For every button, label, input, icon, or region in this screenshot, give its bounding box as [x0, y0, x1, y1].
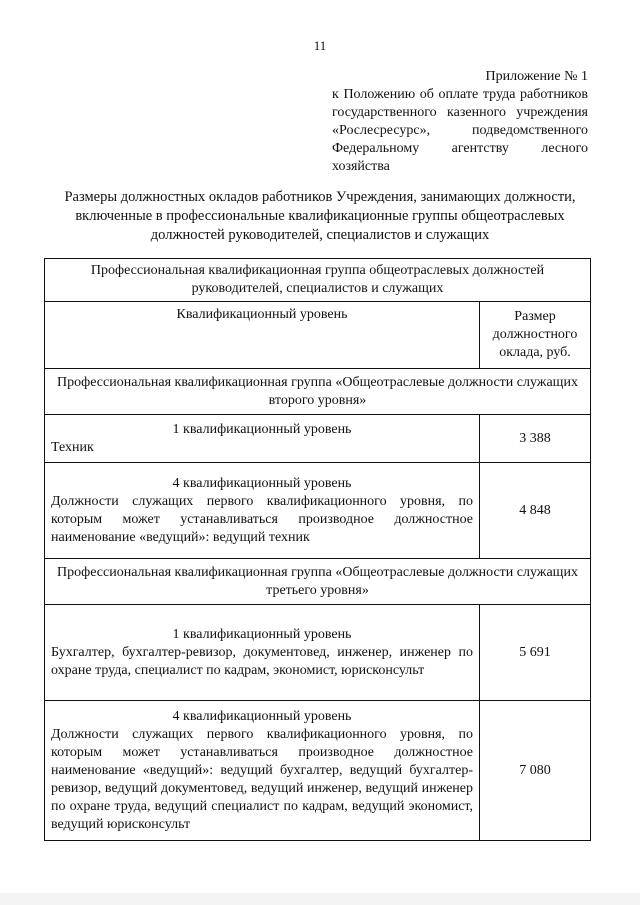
column-header-level: Квалификационный уровень [45, 302, 480, 369]
level-title: 1 квалификационный уровень [172, 421, 352, 437]
level-positions: Должности служащих первого квалификационного уровня, по которым может устанавливаться производное должностное наименование «ведущий»: ведущий бухгалтер, ведущий бухгалтер-ревизор, ведущий документовед, ведущий инженер, ведущий инженер по охране труда, ведущий специалист по кадрам, ведущий экономист, ведущий юрисконсульт [51, 726, 473, 832]
group-title: Профессиональная квалификационная группа «Общеотраслевые должности служащих второго уровня» [45, 369, 591, 415]
level-cell [45, 415, 480, 463]
column-header-row [45, 302, 591, 369]
document-title: Размеры должностных окладов работников Учреждения, занимающих должности, включенные в профессиональные квалификационные группы общеотраслевых должностей руководителей, специалистов и служащих [64, 189, 576, 243]
level-positions: Бухгалтер, бухгалтер-ревизор, документовед, инженер, инженер по охране труда, специалист по кадрам, экономист, юрисконсульт [51, 644, 473, 678]
group-title-row [45, 369, 591, 415]
level-positions: Должности служащих первого квалификационного уровня, по которым может устанавливаться производное должностное наименование «ведущий»: ведущий техник [51, 493, 473, 545]
table-row [45, 463, 591, 559]
table-row [45, 605, 591, 701]
salary-amount: 5 691 [480, 605, 591, 701]
salary-table [44, 258, 591, 841]
level-cell [45, 463, 480, 559]
appendix-title: Приложение № 1 [485, 69, 588, 84]
column-header-salary: Размер должностного оклада, руб. [480, 302, 591, 369]
group-title: Профессиональная квалификационная группа «Общеотраслевые должности служащих третьего уровня» [45, 559, 591, 605]
level-positions: Техник [51, 439, 94, 455]
salary-amount: 3 388 [480, 415, 591, 463]
appendix-header [332, 68, 588, 176]
level-title: 4 квалификационный уровень [172, 708, 352, 724]
table-row [45, 701, 591, 841]
main-group-title: Профессиональная квалификационная группа общеотраслевых должностей руководителей, специалистов и служащих [45, 259, 591, 302]
table-row [45, 415, 591, 463]
main-group-row [45, 259, 591, 302]
level-cell [45, 701, 480, 841]
group-title-row [45, 559, 591, 605]
salary-amount: 4 848 [480, 463, 591, 559]
scan-bottom-edge [0, 893, 640, 905]
appendix-text: к Положению об оплате труда работников государственного казенного учреждения «Рослесресурс», подведомственного Федеральному агентству лесного хозяйства [332, 87, 588, 174]
level-cell [45, 605, 480, 701]
level-title: 1 квалификационный уровень [172, 626, 352, 642]
page-number: 11 [313, 38, 327, 53]
salary-amount: 7 080 [480, 701, 591, 841]
level-title: 4 квалификационный уровень [172, 475, 352, 491]
